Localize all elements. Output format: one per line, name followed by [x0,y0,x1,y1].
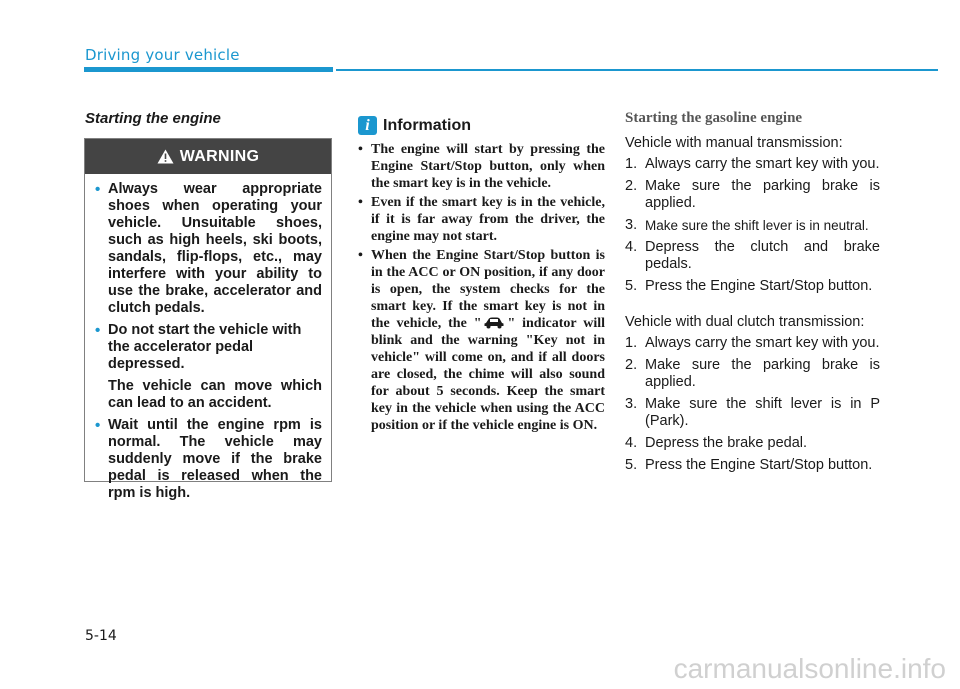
bullet-icon: • [95,417,101,434]
step-text: Always carry the smart key with you. [645,156,880,172]
header-rule-thin [336,69,938,71]
dct-step [625,435,880,452]
spacer [625,300,880,314]
step-number: 4. [625,435,638,451]
warning-box [84,138,332,501]
step-number: 2. [625,178,638,194]
gasoline-engine-heading: Starting the gasoline engine [625,110,803,126]
manual-step [625,278,880,295]
dct-step [625,396,880,430]
starting-engine-heading: Starting the engine [85,110,221,127]
step-number: 4. [625,239,638,255]
step-number: 3. [625,396,638,412]
dct-step [625,357,880,391]
step-text: Always carry the smart key with you. [645,335,880,351]
step-text: Depress the brake pedal. [645,435,808,451]
info-text-before: When the Engine Start/Stop button is in the ACC or ON position, if any door is open, the system checks for the smart key. If the smart key is not in the vehicle, the " [371,248,605,331]
warning-header [85,139,331,174]
dct-transmission-label: Vehicle with dual clutch transmission: [625,314,865,330]
warning-text: Always wear appropriate shoes when operating your vehicle. Unsuitable shoes, such as high heels, ski boots, sandals, flip-flops, etc., may interfere with your ability to use the brake, accelerator and clutch pedals. [108,181,322,316]
page-number: 5-14 [85,628,117,644]
key-indicator-car-icon [483,316,505,329]
dct-step [625,457,880,474]
warning-followup: The vehicle can move which can lead to an accident. [108,378,322,411]
info-item [355,141,605,192]
manual-step [625,178,880,212]
step-number: 1. [625,335,638,351]
step-number: 5. [625,457,638,473]
dct-step [625,335,880,352]
step-number: 1. [625,156,638,172]
warning-item [95,322,322,373]
info-text: The engine will start by pressing the Engine Start/Stop button, only when the smart key is in the vehicle. [371,142,605,191]
gasoline-engine-section [625,110,880,479]
watermark: carmanualsonline.info [673,653,946,684]
info-item [355,247,605,434]
manual-step [625,217,880,234]
step-text: Press the Engine Start/Stop button. [645,457,873,473]
step-text: Make sure the shift lever is in P (Park). [645,396,880,429]
warning-body [85,174,331,502]
step-number: 3. [625,217,638,233]
section-title: Driving your vehicle [85,46,240,64]
step-text: Make sure the parking brake is applied. [645,357,880,390]
info-text: Even if the smart key is in the vehicle, if it is far away from the driver, the engine may not start. [371,195,605,244]
header-rule-thick [84,67,333,72]
information-list [355,141,605,436]
step-text: Make sure the shift lever is in neutral. [645,218,869,233]
step-number: 5. [625,278,638,294]
step-text: Make sure the parking brake is applied. [645,178,880,211]
info-text-after: " indicator will blink and the warning "Key not in vehicle" will come on, and if all doors are closed, the chime will also sound for about 5 seconds. Keep the smart key in the vehicle when using the ACC position or if the vehicle engine is ON. [371,316,605,433]
step-number: 2. [625,357,638,373]
info-icon: i [358,116,377,135]
manual-step [625,239,880,273]
step-text: Press the Engine Start/Stop button. [645,278,873,294]
warning-item [95,417,322,502]
bullet-icon: • [358,142,363,157]
warning-text: Wait until the engine rpm is normal. The vehicle may suddenly move if the brake pedal is released when the rpm is high. [108,417,322,501]
bullet-icon: • [358,195,363,210]
step-text: Depress the clutch and brake pedals. [645,239,880,272]
information-heading: Information [383,117,471,134]
warning-text: Do not start the vehicle with the accelerator pedal depressed. [108,322,302,372]
info-item [355,194,605,245]
warning-item [95,181,322,317]
bullet-icon: • [358,248,363,263]
warning-triangle-icon [157,149,174,164]
bullet-icon: • [95,181,101,198]
manual-step [625,156,880,173]
warning-label: WARNING [179,147,260,165]
bullet-icon: • [95,322,101,339]
manual-transmission-label: Vehicle with manual transmission: [625,135,843,151]
